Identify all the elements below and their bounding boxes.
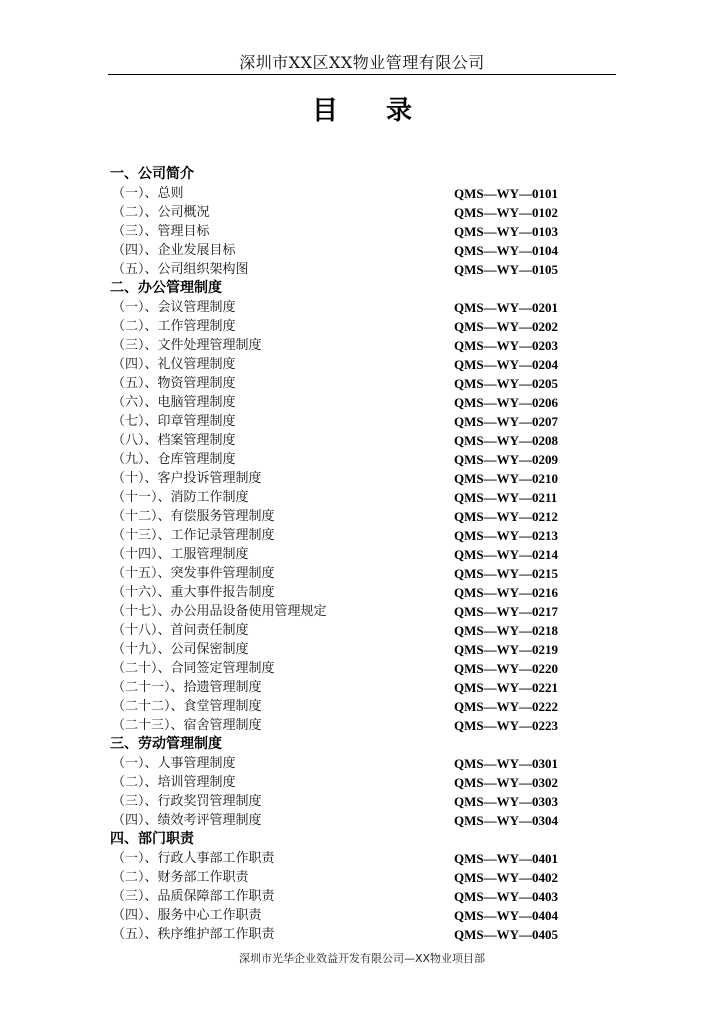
- toc-entry-label: （二十二）、食堂管理制度: [112, 699, 262, 714]
- toc-entry-code: QMS—WY—0219: [454, 642, 558, 657]
- toc-entry: [112, 222, 572, 241]
- toc-entry-code: QMS—WY—0301: [454, 756, 558, 771]
- toc-entry-label: （十八）、首问责任制度: [112, 623, 249, 638]
- toc-entry-code: QMS—WY—0214: [454, 547, 558, 562]
- toc-entry-code: QMS—WY—0209: [454, 452, 558, 467]
- toc-entry-label: （七）、印章管理制度: [112, 414, 236, 429]
- toc-entry-code: QMS—WY—0201: [454, 300, 558, 315]
- toc-entry: [112, 241, 572, 260]
- toc-entry: [112, 583, 572, 602]
- toc-entry-label: （十二）、有偿服务管理制度: [112, 509, 275, 524]
- toc-entry-label: （五）、秩序维护部工作职责: [112, 927, 275, 942]
- toc-entry-code: QMS—WY—0202: [454, 319, 558, 334]
- toc-entry-label: （五）、物资管理制度: [112, 376, 236, 391]
- toc-entry-label: （一）、总则: [112, 186, 184, 201]
- toc-entry-code: QMS—WY—0404: [454, 908, 558, 923]
- table-of-contents: [112, 165, 572, 944]
- toc-entry-label: （四）、礼仪管理制度: [112, 357, 236, 372]
- toc-entry: [112, 507, 572, 526]
- toc-entry-label: （三）、行政奖罚管理制度: [112, 794, 262, 809]
- toc-entry-code: QMS—WY—0210: [454, 471, 558, 486]
- toc-entry-code: QMS—WY—0212: [454, 509, 558, 524]
- toc-entry-code: QMS—WY—0401: [454, 851, 558, 866]
- toc-section-heading: 一、公司简介: [110, 166, 194, 182]
- toc-entry-label: （一）、行政人事部工作职责: [112, 851, 275, 866]
- toc-entry-code: QMS—WY—0103: [454, 224, 558, 239]
- toc-entry-label: （二）、公司概况: [112, 205, 210, 220]
- toc-section-heading: 二、办公管理制度: [110, 280, 222, 296]
- toc-entry-code: QMS—WY—0220: [454, 661, 558, 676]
- toc-entry: [112, 925, 572, 944]
- toc-entry-code: QMS—WY—0216: [454, 585, 558, 600]
- toc-entry-code: QMS—WY—0215: [454, 566, 558, 581]
- toc-entry: [112, 203, 572, 222]
- toc-entry-label: （九）、仓库管理制度: [112, 452, 236, 467]
- toc-entry: [112, 697, 572, 716]
- toc-entry: [112, 849, 572, 868]
- toc-entry-label: （二）、培训管理制度: [112, 775, 236, 790]
- toc-entry-label: （六）、电脑管理制度: [112, 395, 236, 410]
- toc-entry-code: QMS—WY—0207: [454, 414, 558, 429]
- toc-entry-label: （十四）、工服管理制度: [112, 547, 249, 562]
- toc-entry-code: QMS—WY—0403: [454, 889, 558, 904]
- toc-entry: [112, 887, 572, 906]
- toc-entry-code: QMS—WY—0203: [454, 338, 558, 353]
- toc-entry-code: QMS—WY—0222: [454, 699, 558, 714]
- toc-entry: [112, 678, 572, 697]
- toc-entry: [112, 792, 572, 811]
- toc-entry: [112, 621, 572, 640]
- toc-entry: [112, 488, 572, 507]
- toc-entry: [112, 469, 572, 488]
- toc-entry: [112, 602, 572, 621]
- toc-entry-label: （十一）、消防工作制度: [112, 490, 249, 505]
- toc-entry-code: QMS—WY—0208: [454, 433, 558, 448]
- toc-entry-label: （二）、财务部工作职责: [112, 870, 249, 885]
- toc-entry-label: （一）、会议管理制度: [112, 300, 236, 315]
- toc-entry-label: （四）、绩效考评管理制度: [112, 813, 262, 828]
- header-divider: [108, 74, 616, 75]
- toc-entry-code: QMS—WY—0206: [454, 395, 558, 410]
- toc-entry-code: QMS—WY—0405: [454, 927, 558, 942]
- toc-entry-label: （四）、服务中心工作职责: [112, 908, 262, 923]
- toc-entry: [112, 545, 572, 564]
- toc-entry: [112, 450, 572, 469]
- toc-entry: [112, 716, 572, 735]
- toc-section-heading: 四、部门职责: [110, 831, 194, 847]
- toc-entry: [112, 754, 572, 773]
- toc-entry: [112, 393, 572, 412]
- toc-entry-code: QMS—WY—0213: [454, 528, 558, 543]
- toc-entry-code: QMS—WY—0303: [454, 794, 558, 809]
- toc-entry: [112, 184, 572, 203]
- toc-entry-code: QMS—WY—0217: [454, 604, 558, 619]
- toc-entry-code: QMS—WY—0304: [454, 813, 558, 828]
- toc-entry-label: （十六）、重大事件报告制度: [112, 585, 275, 600]
- toc-entry: [112, 317, 572, 336]
- page-footer: 深圳市光华企业效益开发有限公司—XX物业项目部: [238, 952, 486, 965]
- toc-entry-code: QMS—WY—0104: [454, 243, 558, 258]
- toc-entry-label: （二十一）、拾遗管理制度: [112, 680, 262, 695]
- toc-entry: [112, 298, 572, 317]
- toc-entry: [112, 773, 572, 792]
- toc-entry-label: （二十三）、宿舍管理制度: [112, 718, 262, 733]
- toc-entry: [112, 260, 572, 279]
- toc-entry-code: QMS—WY—0101: [454, 186, 558, 201]
- toc-entry-label: （十）、客户投诉管理制度: [112, 471, 262, 486]
- toc-entry-label: （四）、企业发展目标: [112, 243, 236, 258]
- toc-entry: [112, 431, 572, 450]
- toc-entry: [112, 564, 572, 583]
- toc-entry-code: QMS—WY—0102: [454, 205, 558, 220]
- toc-entry-code: QMS—WY—0221: [454, 680, 558, 695]
- toc-entry-code: QMS—WY—0402: [454, 870, 558, 885]
- toc-entry: [112, 640, 572, 659]
- toc-entry: [112, 868, 572, 887]
- page-title: 目录: [311, 96, 460, 126]
- toc-entry: [112, 906, 572, 925]
- toc-entry-label: （三）、文件处理管理制度: [112, 338, 262, 353]
- toc-entry-code: QMS—WY—0211: [454, 490, 558, 505]
- toc-entry-code: QMS—WY—0302: [454, 775, 558, 790]
- toc-entry-label: （二）、工作管理制度: [112, 319, 236, 334]
- toc-entry: [112, 374, 572, 393]
- toc-entry-code: QMS—WY—0205: [454, 376, 558, 391]
- toc-entry-label: （十九）、公司保密制度: [112, 642, 249, 657]
- toc-entry-label: （三）、管理目标: [112, 224, 210, 239]
- toc-section-heading: 三、劳动管理制度: [110, 736, 222, 752]
- toc-entry-code: QMS—WY—0218: [454, 623, 558, 638]
- toc-entry-label: （五）、公司组织架构图: [112, 262, 249, 277]
- toc-entry: [112, 811, 572, 830]
- toc-entry-label: （八）、档案管理制度: [112, 433, 236, 448]
- toc-entry-label: （十五）、突发事件管理制度: [112, 566, 275, 581]
- toc-entry: [112, 336, 572, 355]
- toc-entry: [112, 355, 572, 374]
- toc-entry-label: （三）、品质保障部工作职责: [112, 889, 275, 904]
- toc-entry: [112, 526, 572, 545]
- toc-entry-label: （十三）、工作记录管理制度: [112, 528, 275, 543]
- toc-entry: [112, 412, 572, 431]
- toc-entry: [112, 659, 572, 678]
- toc-entry-label: （二十）、合同签定管理制度: [112, 661, 275, 676]
- page-header-company: 深圳市XX区XX物业管理有限公司: [239, 53, 485, 72]
- toc-entry-label: （一）、人事管理制度: [112, 756, 236, 771]
- toc-entry-code: QMS—WY—0223: [454, 718, 558, 733]
- toc-entry-code: QMS—WY—0105: [454, 262, 558, 277]
- toc-entry-label: （十七）、办公用品设备使用管理规定: [112, 604, 327, 619]
- toc-entry-code: QMS—WY—0204: [454, 357, 558, 372]
